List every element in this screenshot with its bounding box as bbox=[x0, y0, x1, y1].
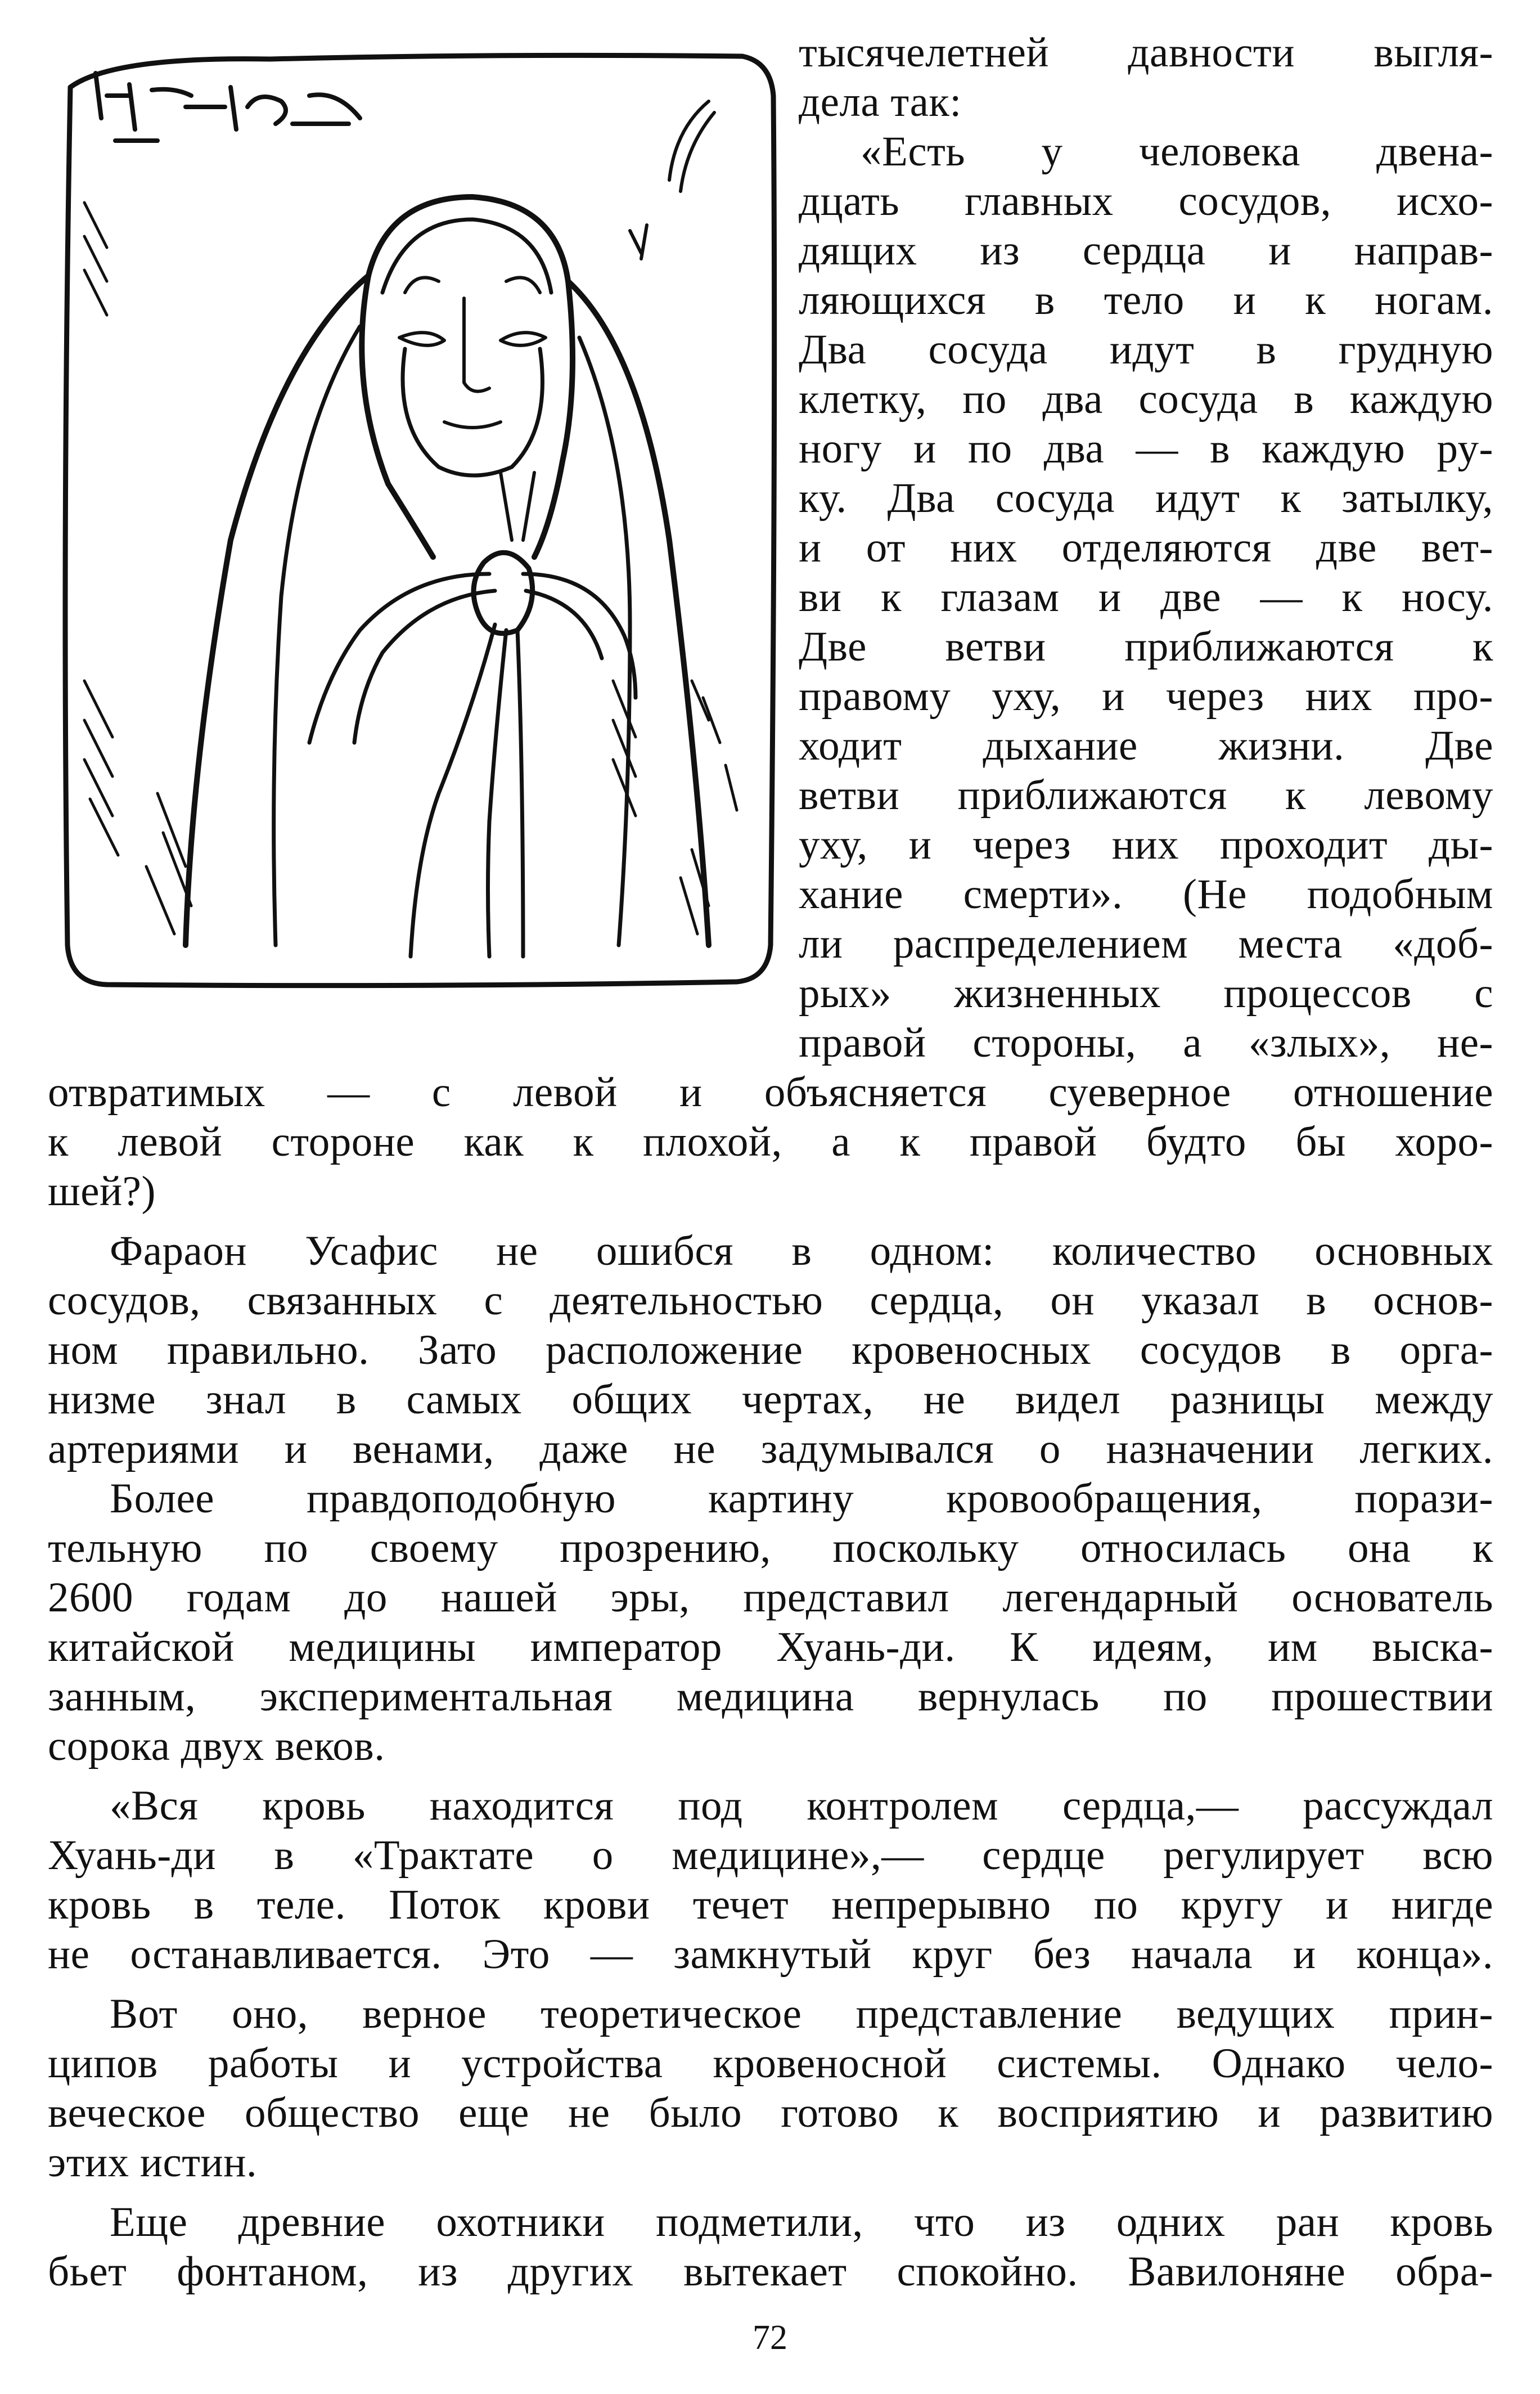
text-line-31: тельную по своему прозрению, поскольку относилась она к bbox=[48, 1525, 1493, 1571]
text-line-18: хание смерти». (Не подобным bbox=[799, 871, 1493, 918]
text-line-34: занным, экспериментальная медицина вернулась по прошествии bbox=[48, 1673, 1493, 1720]
text-line-26: сосудов, связанных с деятельностью сердца, он указал в основ- bbox=[48, 1277, 1493, 1324]
text-line-3: «Есть у человека двена- bbox=[861, 128, 1493, 175]
text-line-44: Еще древние охотники подметили, что из одних ран кровь bbox=[110, 2199, 1493, 2245]
text-line-19: ли распределением места «доб- bbox=[799, 920, 1493, 967]
text-line-45: бьет фонтаном, из других вытекает спокойно. Вавилоняне обра- bbox=[48, 2248, 1493, 2295]
text-line-27: ном правильно. Зато расположение кровеносных сосудов в орга- bbox=[48, 1327, 1493, 1373]
text-line-10: ку. Два сосуда идут к затылку, bbox=[799, 475, 1493, 522]
page-number: 72 bbox=[753, 2319, 787, 2357]
text-line-15: ходит дыхание жизни. Две bbox=[799, 722, 1493, 769]
text-line-29: артериями и венами, даже не задумывался о назначении легких. bbox=[48, 1426, 1493, 1472]
figure-drawing-icon bbox=[45, 34, 793, 990]
text-line-20: рых» жизненных процессов с bbox=[799, 970, 1493, 1017]
text-line-7: Два сосуда идут в грудную bbox=[799, 326, 1493, 373]
text-line-6: ляющихся в тело и к ногам. bbox=[799, 277, 1493, 324]
text-line-37: Хуань-ди в «Трактате о медицине»,— сердце регулирует всю bbox=[48, 1832, 1493, 1879]
text-line-8: клетку, по два сосуда в каждую bbox=[799, 376, 1493, 423]
text-line-13: Две ветви приближаются к bbox=[799, 623, 1493, 670]
text-line-36: «Вся кровь находится под контролем сердца,— рассуждал bbox=[110, 1782, 1493, 1829]
text-line-35: сорока двух веков. bbox=[48, 1723, 385, 1769]
text-line-33: китайской медицины император Хуань-ди. К идеям, им выска- bbox=[48, 1624, 1493, 1670]
text-line-4: дцать главных сосудов, исхо- bbox=[799, 178, 1493, 224]
text-line-1: тысячелетней давности выгля- bbox=[799, 29, 1493, 76]
text-line-5: дящих из сердца и направ- bbox=[799, 227, 1493, 274]
text-line-42: веческое общество еще не было готово к восприятию и развитию bbox=[48, 2090, 1493, 2136]
text-line-41: ципов работы и устройства кровеносной системы. Однако чело- bbox=[48, 2040, 1493, 2087]
text-line-24: шей?) bbox=[48, 1168, 156, 1215]
text-line-12: ви к глазам и две — к носу. bbox=[799, 574, 1493, 621]
text-line-2: дела так: bbox=[799, 79, 962, 125]
text-line-30: Более правдоподобную картину кровообращения, порази- bbox=[110, 1475, 1493, 1522]
text-line-17: уху, и через них проходит ды- bbox=[799, 821, 1493, 868]
text-line-39: не останавливается. Это — замкнутый круг без начала и конца». bbox=[48, 1931, 1493, 1978]
text-line-25: Фараон Усафис не ошибся в одном: количество основных bbox=[110, 1228, 1493, 1274]
text-line-16: ветви приближаются к левому bbox=[799, 772, 1493, 819]
text-line-21: правой стороны, а «злых», не- bbox=[799, 1019, 1493, 1066]
text-line-9: ногу и по два — в каждую ру- bbox=[799, 425, 1493, 472]
text-line-22: отвратимых — с левой и объясняется суеверное отношение bbox=[48, 1069, 1493, 1116]
text-line-32: 2600 годам до нашей эры, представил легендарный основатель bbox=[48, 1574, 1493, 1621]
text-line-40: Вот оно, верное теоретическое представление ведущих прин- bbox=[110, 1991, 1493, 2037]
text-line-23: к левой стороне как к плохой, а к правой будто бы хоро- bbox=[48, 1119, 1493, 1165]
text-line-38: кровь в теле. Поток крови течет непрерывно по кругу и нигде bbox=[48, 1881, 1493, 1928]
text-line-11: и от них отделяются две вет- bbox=[799, 524, 1493, 571]
text-line-14: правому уху, и через них про- bbox=[799, 673, 1493, 720]
text-line-28: низме знал в самых общих чертах, не видел разницы между bbox=[48, 1376, 1493, 1423]
text-line-43: этих истин. bbox=[48, 2139, 258, 2186]
illustration-egyptian-figure bbox=[45, 34, 793, 990]
